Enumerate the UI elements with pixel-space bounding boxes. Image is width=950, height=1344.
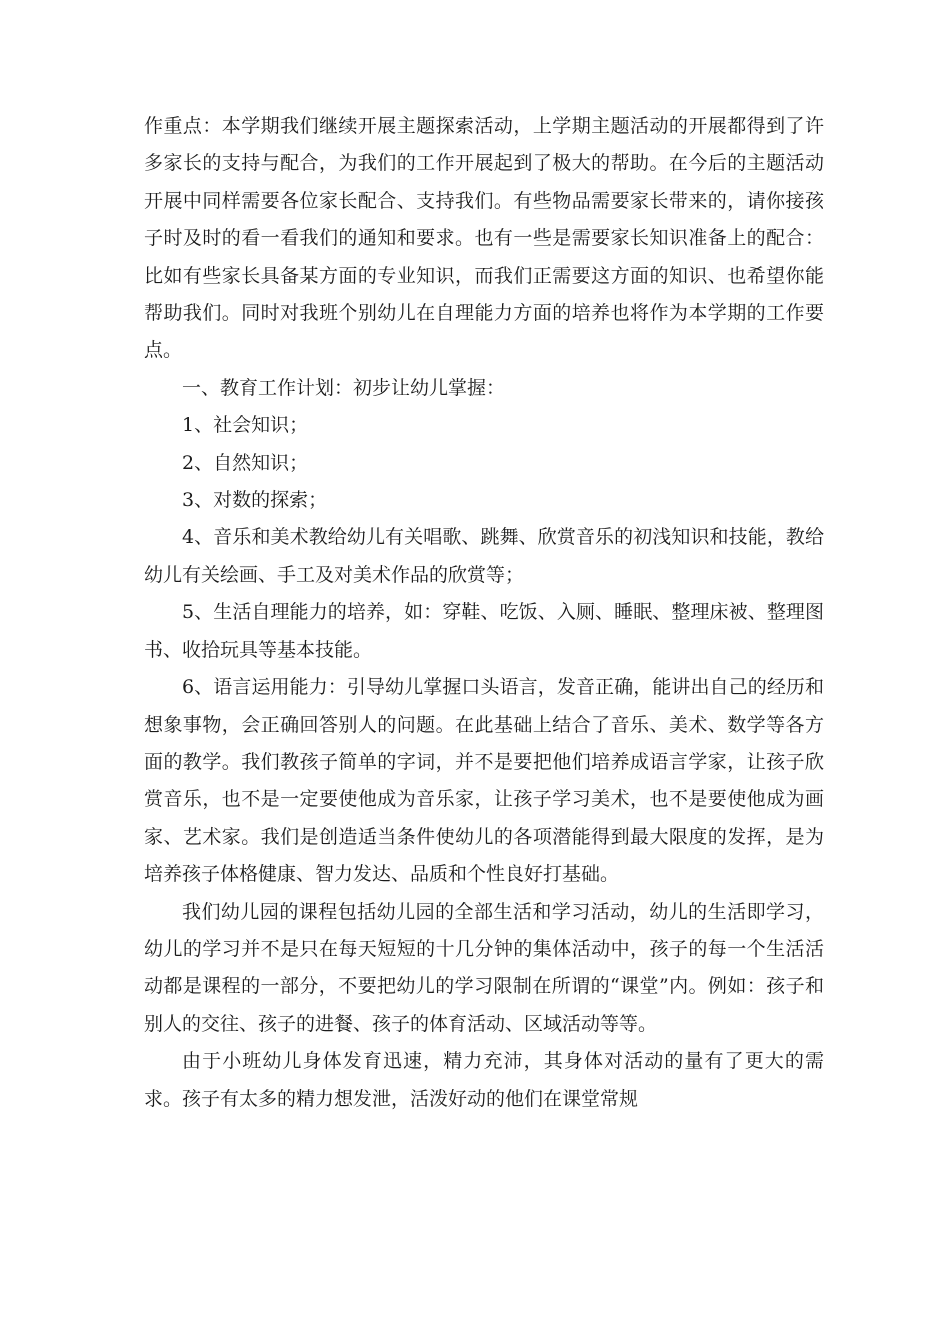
list-item-natural-knowledge: 2、自然知识； [182, 451, 309, 474]
document-body [144, 108, 824, 1118]
paragraph-physical-development: 由于小班幼儿身体发育迅速，精力充沛，其身体对活动的量有了更大的需求。孩子有太多的精力想发泄，活泼好动的他们在课堂常规 [144, 1050, 824, 1110]
paragraph-education-plan-heading: 一、教育工作计划：初步让幼儿掌握： [182, 376, 506, 399]
list-item-language-ability: 6、语言运用能力：引导幼儿掌握口头语言，发音正确，能讲出自己的经历和想象事物，会正确回答别人的问题。在此基础上结合了音乐、美术、数学等各方面的教学。我们教孩子简单的字词，并不是要把他们培养成语言学家，让孩子欣赏音乐，也不是一定要使他成为音乐家，让孩子学习美术，也不是要使他成为画家、艺术家。我们是创造适当条件使幼儿的各项潜能得到最大限度的发挥，是为培养孩子体格健康、智力发达、品质和个性良好打基础。 [144, 676, 824, 886]
paragraph-work-focus: 作重点：本学期我们继续开展主题探索活动，上学期主题活动的开展都得到了许多家长的支持与配合，为我们的工作开展起到了极大的帮助。在今后的主题活动开展中同样需要各位家长配合、支持我们。有些物品需要家长带来的，请你接孩子时及时的看一看我们的通知和要求。也有一些是需要家长知识准备上的配合：比如有些家长具备某方面的专业知识，而我们正需要这方面的知识、也希望你能帮助我们。同时对我班个别幼儿在自理能力方面的培养也将作为本学期的工作要点。 [144, 115, 824, 362]
list-item-social-knowledge: 1、社会知识； [182, 414, 309, 437]
list-item-self-care: 5、生活自理能力的培养，如：穿鞋、吃饭、入厕、睡眠、整理床被、整理图书、收拾玩具等基本技能。 [144, 601, 824, 661]
paragraph-curriculum: 我们幼儿园的课程包括幼儿园的全部生活和学习活动，幼儿的生活即学习，幼儿的学习并不是只在每天短短的十几分钟的集体活动中，孩子的每一个生活活动都是课程的一部分，不要把幼儿的学习限制在所谓的“课堂”内。例如：孩子和别人的交往、孩子的进餐、孩子的体育活动、区域活动等等。 [144, 900, 824, 1035]
list-item-music-and-art: 4、音乐和美术教给幼儿有关唱歌、跳舞、欣赏音乐的初浅知识和技能，教给幼儿有关绘画、手工及对美术作品的欣赏等； [144, 526, 824, 586]
list-item-number-exploration: 3、对数的探索； [182, 489, 328, 512]
